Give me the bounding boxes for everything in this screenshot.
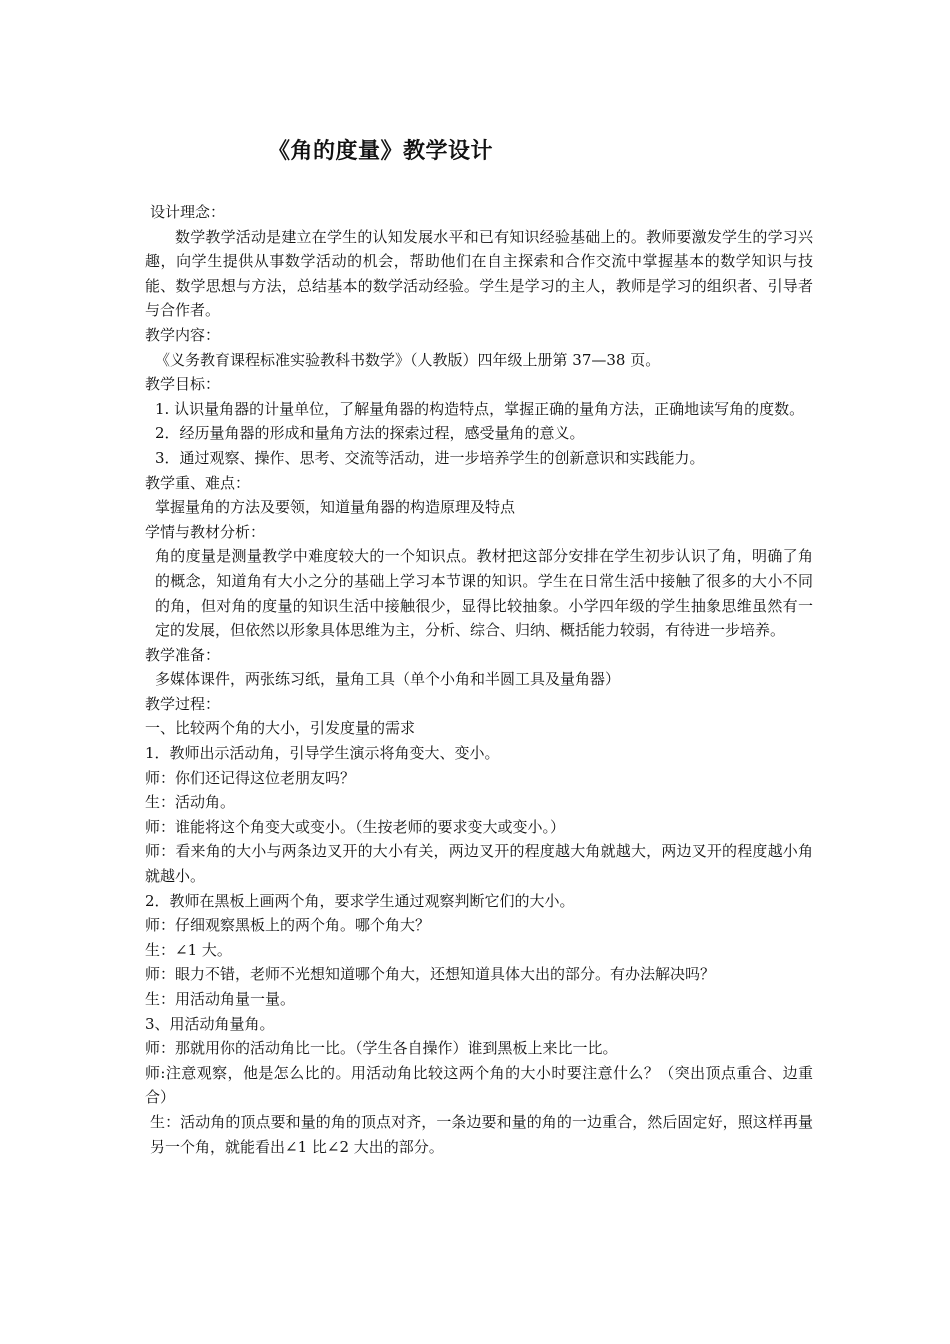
- paragraph: 师：仔细观察黑板上的两个角。哪个角大？: [145, 916, 431, 935]
- paragraph: 生：∠1 大。: [145, 940, 232, 959]
- paragraph: 一、比较两个角的大小，引发度量的需求: [145, 719, 416, 738]
- paragraph: 教学重、难点：: [145, 473, 251, 492]
- paragraph: 教学目标：: [145, 375, 221, 394]
- paragraph: 师：看来角的大小与两条边叉开的大小有关，两边叉开的程度越大角就越大，两边叉开的程度越小角就越小。: [145, 842, 813, 886]
- paragraph: 师：眼力不错，老师不光想知道哪个角大，还想知道具体大出的部分。有办法解决吗？: [145, 965, 716, 984]
- paragraph: 《义务教育课程标准实验教科书数学》（人教版）四年级上册第 37—38 页。: [155, 350, 661, 369]
- paragraph: 教学内容：: [145, 325, 221, 344]
- paragraph: 数学教学活动是建立在学生的认知发展水平和已有知识经验基础上的。教师要激发学生的学习兴趣，向学生提供从事数学活动的机会，帮助他们在自主探索和合作交流中掌握基本的数学知识与技能、数学思想与方法，总结基本的数学活动经验。学生是学习的主人，教师是学习的组织者、引导者与合作者。: [145, 227, 813, 320]
- paragraph: 掌握量角的方法及要领，知道量角器的构造原理及特点: [155, 498, 516, 517]
- paragraph: 生：用活动角量一量。: [145, 990, 296, 1008]
- paragraph: 3、用活动角量角。: [145, 1014, 275, 1033]
- paragraph: 1．教师出示活动角，引导学生演示将角变大、变小。: [145, 744, 500, 763]
- document-body: [145, 200, 813, 1159]
- paragraph: 师：你们还记得这位老朋友吗？: [145, 768, 356, 787]
- paragraph: 多媒体课件，两张练习纸，量角工具（单个小角和半圆工具及量角器）: [155, 670, 621, 689]
- paragraph: 学情与教材分析：: [145, 522, 266, 541]
- paragraph: 生：活动角的顶点要和量的角的顶点对齐，一条边要和量的角的一边重合，然后固定好，照这样再量另一个角，就能看出∠1 比∠2 大出的部分。: [150, 1112, 813, 1156]
- document-title: 《角的度量》教学设计: [268, 139, 494, 164]
- paragraph: 师：谁能将这个角变大或变小。（生按老师的要求变大或变小。）: [145, 817, 566, 836]
- paragraph: 教学准备：: [145, 645, 221, 664]
- paragraph: 角的度量是测量教学中难度较大的一个知识点。教材把这部分安排在学生初步认识了角，明确了角的概念，知道角有大小之分的基础上学习本节课的知识。学生在日常生活中接触了很多的大小不同的角，但对角的度量的知识生活中接触很少，显得比较抽象。小学四年级的学生抽象思维虽然有一定的发展，但依然以形象具体思维为主，分析、综合、归纳、概括能力较弱，有待进一步培养。: [155, 547, 813, 640]
- paragraph: 师:注意观察，他是怎么比的。用活动角比较这两个角的大小时要注意什么？（突出顶点重合、边重合）: [145, 1063, 813, 1107]
- paragraph: 2．经历量角器的形成和量角方法的探索过程，感受量角的意义。: [155, 424, 585, 443]
- paragraph: 教学过程：: [145, 694, 221, 713]
- paragraph: 设计理念：: [150, 203, 226, 221]
- paragraph: 师：那就用你的活动角比一比。（学生各自操作）谁到黑板上来比一比。: [145, 1039, 618, 1058]
- paragraph: 1. 认识量角器的计量单位，了解量角器的构造特点，掌握正确的量角方法，正确地读写角的度数。: [155, 399, 805, 418]
- paragraph: 2．教师在黑板上画两个角，要求学生通过观察判断它们的大小。: [145, 891, 575, 910]
- paragraph: 生：活动角。: [145, 793, 236, 812]
- paragraph: 3．通过观察、操作、思考、交流等活动，进一步培养学生的创新意识和实践能力。: [155, 448, 705, 467]
